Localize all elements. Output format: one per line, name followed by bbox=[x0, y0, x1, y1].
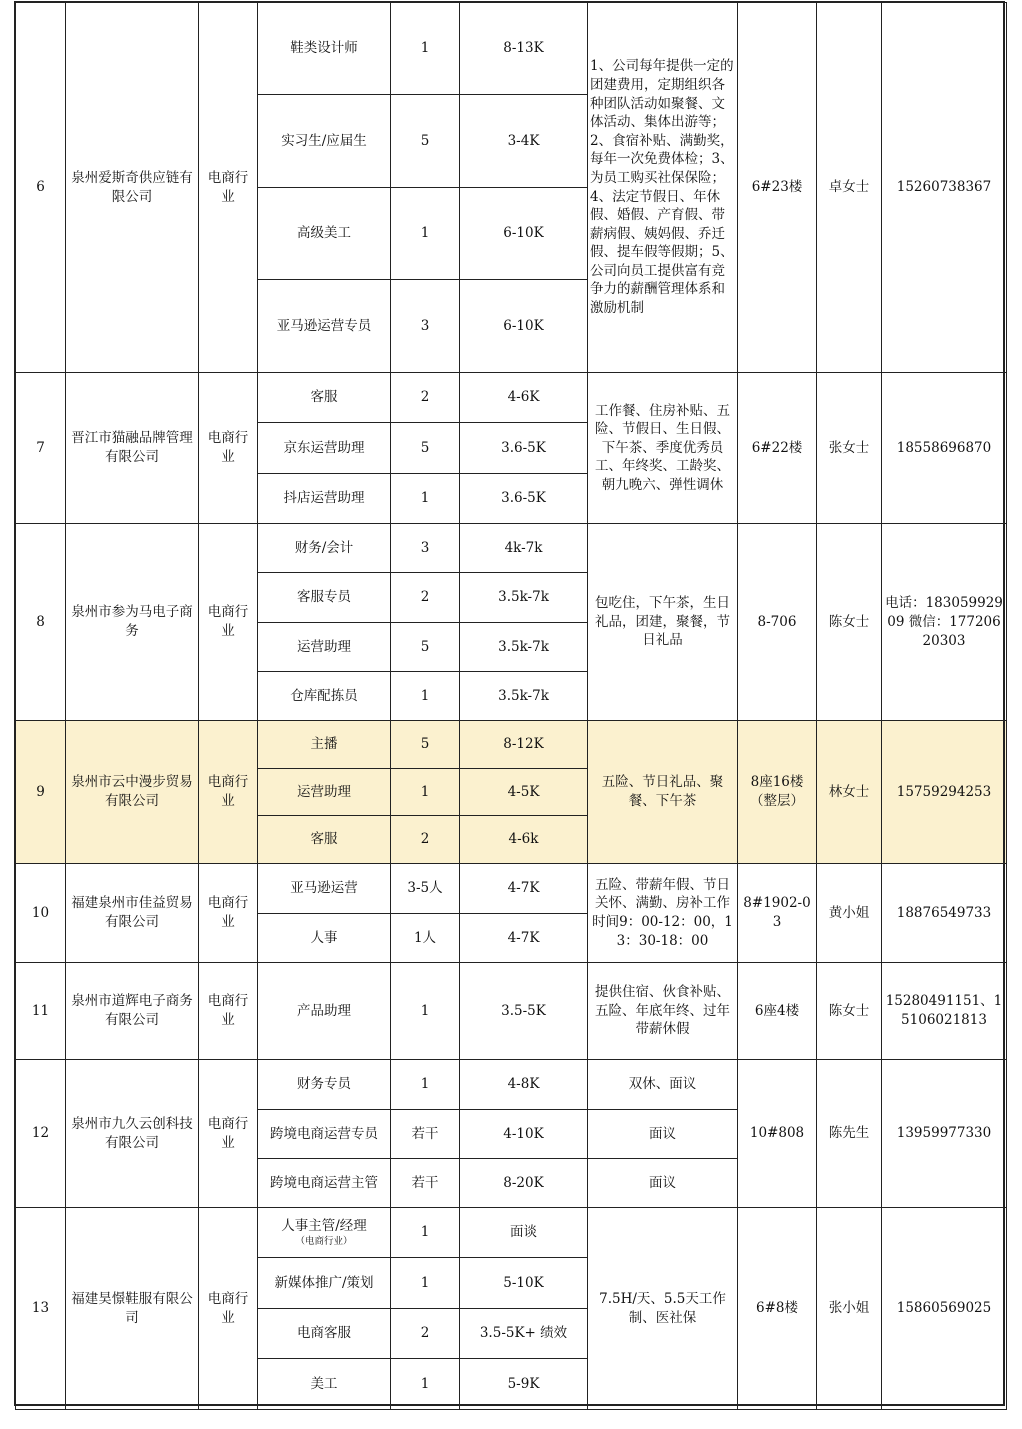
job-title-main: 人事主管/经理 bbox=[281, 1218, 367, 1234]
job-title: 运营助理 bbox=[258, 623, 391, 672]
job-title: 美工 bbox=[258, 1359, 391, 1410]
job-title: 抖店运营助理 bbox=[258, 474, 391, 524]
company-name: 福建泉州市佳益贸易有限公司 bbox=[66, 864, 199, 963]
address: 8#1902-03 bbox=[738, 864, 817, 963]
job-salary: 3.5k-7k bbox=[460, 573, 588, 623]
industry: 电商行业 bbox=[199, 963, 258, 1060]
job-title: 新媒体推广/策划 bbox=[258, 1258, 391, 1309]
row-number: 10 bbox=[16, 864, 66, 963]
job-salary: 面谈 bbox=[460, 1208, 588, 1258]
contact-phone: 15260738367 bbox=[882, 3, 1007, 373]
job-title: 高级美工 bbox=[258, 188, 391, 280]
row-number: 6 bbox=[16, 3, 66, 373]
job-title: 仓库配拣员 bbox=[258, 672, 391, 721]
job-salary: 4-7K bbox=[460, 914, 588, 963]
benefits: 面议 bbox=[588, 1159, 738, 1208]
job-count: 若干 bbox=[391, 1110, 460, 1159]
job-salary: 3.6-5K bbox=[460, 423, 588, 474]
job-title: 实习生/应届生 bbox=[258, 95, 391, 188]
address: 10#808 bbox=[738, 1060, 817, 1208]
job-count: 1 bbox=[391, 474, 460, 524]
job-title: 京东运营助理 bbox=[258, 423, 391, 474]
contact-phone: 18876549733 bbox=[882, 864, 1007, 963]
job-title: 跨境电商运营专员 bbox=[258, 1110, 391, 1159]
contact-phone: 电话：18305992909 微信：17720620303 bbox=[882, 524, 1007, 721]
job-salary: 4-6K bbox=[460, 373, 588, 423]
address: 6#8楼 bbox=[738, 1208, 817, 1410]
job-title: 主播 bbox=[258, 721, 391, 769]
job-salary: 8-13K bbox=[460, 3, 588, 95]
row-number: 8 bbox=[16, 524, 66, 721]
job-count: 3 bbox=[391, 524, 460, 573]
job-listing-table bbox=[15, 2, 1007, 1410]
row-number: 11 bbox=[16, 963, 66, 1060]
job-count: 1 bbox=[391, 769, 460, 816]
benefits: 双休、面议 bbox=[588, 1060, 738, 1110]
job-salary: 4-7K bbox=[460, 864, 588, 914]
industry: 电商行业 bbox=[199, 524, 258, 721]
job-salary: 5-9K bbox=[460, 1359, 588, 1410]
job-count: 1 bbox=[391, 1258, 460, 1309]
job-salary: 3.5k-7k bbox=[460, 672, 588, 721]
job-count: 1 bbox=[391, 3, 460, 95]
job-count: 2 bbox=[391, 816, 460, 864]
benefits: 五险、节日礼品、聚餐、下午茶 bbox=[588, 721, 738, 864]
contact-phone: 15759294253 bbox=[882, 721, 1007, 864]
address: 8座16楼（整层） bbox=[738, 721, 817, 864]
address: 6座4楼 bbox=[738, 963, 817, 1060]
benefits: 提供住宿、伙食补贴、五险、年底年终、过年带薪休假 bbox=[588, 963, 738, 1060]
job-count: 5 bbox=[391, 423, 460, 474]
job-salary: 6-10K bbox=[460, 280, 588, 373]
job-title: 鞋类设计师 bbox=[258, 3, 391, 95]
job-count: 1人 bbox=[391, 914, 460, 963]
job-count: 1 bbox=[391, 1359, 460, 1410]
job-salary: 3.5k-7k bbox=[460, 623, 588, 672]
job-salary: 3.5-5K+ 绩效 bbox=[460, 1309, 588, 1359]
row-number: 12 bbox=[16, 1060, 66, 1208]
job-salary: 3.6-5K bbox=[460, 474, 588, 524]
contact-phone: 13959977330 bbox=[882, 1060, 1007, 1208]
address: 6#23楼 bbox=[738, 3, 817, 373]
job-count: 2 bbox=[391, 573, 460, 623]
job-title: 客服专员 bbox=[258, 573, 391, 623]
contact-person: 张小姐 bbox=[817, 1208, 882, 1410]
contact-person: 陈先生 bbox=[817, 1060, 882, 1208]
job-title: 亚马逊运营 bbox=[258, 864, 391, 914]
contact-person: 卓女士 bbox=[817, 3, 882, 373]
contact-person: 黄小姐 bbox=[817, 864, 882, 963]
industry: 电商行业 bbox=[199, 721, 258, 864]
contact-phone: 15860569025 bbox=[882, 1208, 1007, 1410]
job-salary: 4-6k bbox=[460, 816, 588, 864]
job-title: 产品助理 bbox=[258, 963, 391, 1060]
company-name: 泉州爱斯奇供应链有限公司 bbox=[66, 3, 199, 373]
contact-phone: 15280491151、15106021813 bbox=[882, 963, 1007, 1060]
contact-person: 林女士 bbox=[817, 721, 882, 864]
benefits: 面议 bbox=[588, 1110, 738, 1159]
job-salary: 3.5-5K bbox=[460, 963, 588, 1060]
job-count: 1 bbox=[391, 188, 460, 280]
job-count: 1 bbox=[391, 963, 460, 1060]
benefits: 包吃住，下午茶，生日礼品，团建，聚餐，节日礼品 bbox=[588, 524, 738, 721]
company-name: 福建昊憬鞋服有限公司 bbox=[66, 1208, 199, 1410]
benefits: 1、公司每年提供一定的团建费用，定期组织各种团队活动如聚餐、文体活动、集体出游等；2、食宿补贴、满勤奖，每年一次免费体检；3、为员工购买社保保险；4、法定节假日、年休假、婚假、产育假、带薪病假、姨妈假、乔迁假、提车假等假期；5、公司向员工提供富有竞争力的薪酬管理体系和激励机制 bbox=[588, 3, 738, 373]
job-salary: 8-20K bbox=[460, 1159, 588, 1208]
contact-person: 陈女士 bbox=[817, 524, 882, 721]
company-name: 泉州市九久云创科技有限公司 bbox=[66, 1060, 199, 1208]
job-count: 1 bbox=[391, 1208, 460, 1258]
row-number: 9 bbox=[16, 721, 66, 864]
row-number: 7 bbox=[16, 373, 66, 524]
job-salary: 4-5K bbox=[460, 769, 588, 816]
job-title: 电商客服 bbox=[258, 1309, 391, 1359]
company-name: 泉州市参为马电子商务 bbox=[66, 524, 199, 721]
job-salary: 4k-7k bbox=[460, 524, 588, 573]
job-title: 运营助理 bbox=[258, 769, 391, 816]
industry: 电商行业 bbox=[199, 864, 258, 963]
job-title: 跨境电商运营主管 bbox=[258, 1159, 391, 1208]
industry: 电商行业 bbox=[199, 1060, 258, 1208]
benefits: 7.5H/天、5.5天工作制、医社保 bbox=[588, 1208, 738, 1410]
job-count: 1 bbox=[391, 672, 460, 721]
benefits: 工作餐、住房补贴、五险、节假日、生日假、下午茶、季度优秀员工、年终奖、工龄奖、朝九晚六、弹性调休 bbox=[588, 373, 738, 524]
benefits: 五险、带薪年假、节日关怀、满勤、房补工作时间9：00-12：00，13：30-18：00 bbox=[588, 864, 738, 963]
job-count: 3 bbox=[391, 280, 460, 373]
job-title: 客服 bbox=[258, 373, 391, 423]
job-count: 5 bbox=[391, 721, 460, 769]
job-salary: 3-4K bbox=[460, 95, 588, 188]
contact-phone: 18558696870 bbox=[882, 373, 1007, 524]
contact-person: 张女士 bbox=[817, 373, 882, 524]
job-salary: 8-12K bbox=[460, 721, 588, 769]
job-count: 5 bbox=[391, 623, 460, 672]
job-title-note: （电商行业） bbox=[295, 1236, 353, 1247]
address: 8-706 bbox=[738, 524, 817, 721]
job-count: 3-5人 bbox=[391, 864, 460, 914]
job-title: 人事 bbox=[258, 914, 391, 963]
job-title: 财务/会计 bbox=[258, 524, 391, 573]
job-count: 5 bbox=[391, 95, 460, 188]
job-count: 若干 bbox=[391, 1159, 460, 1208]
contact-person: 陈女士 bbox=[817, 963, 882, 1060]
company-name: 泉州市道辉电子商务有限公司 bbox=[66, 963, 199, 1060]
company-name: 晋江市猫融品牌管理有限公司 bbox=[66, 373, 199, 524]
industry: 电商行业 bbox=[199, 3, 258, 373]
industry: 电商行业 bbox=[199, 373, 258, 524]
job-title bbox=[258, 1208, 391, 1258]
job-title: 客服 bbox=[258, 816, 391, 864]
job-title: 亚马逊运营专员 bbox=[258, 280, 391, 373]
industry: 电商行业 bbox=[199, 1208, 258, 1410]
job-title: 财务专员 bbox=[258, 1060, 391, 1110]
job-salary: 5-10K bbox=[460, 1258, 588, 1309]
address: 6#22楼 bbox=[738, 373, 817, 524]
job-salary: 4-8K bbox=[460, 1060, 588, 1110]
row-number: 13 bbox=[16, 1208, 66, 1410]
job-count: 2 bbox=[391, 1309, 460, 1359]
job-salary: 4-10K bbox=[460, 1110, 588, 1159]
job-count: 2 bbox=[391, 373, 460, 423]
job-salary: 6-10K bbox=[460, 188, 588, 280]
company-name: 泉州市云中漫步贸易有限公司 bbox=[66, 721, 199, 864]
job-count: 1 bbox=[391, 1060, 460, 1110]
